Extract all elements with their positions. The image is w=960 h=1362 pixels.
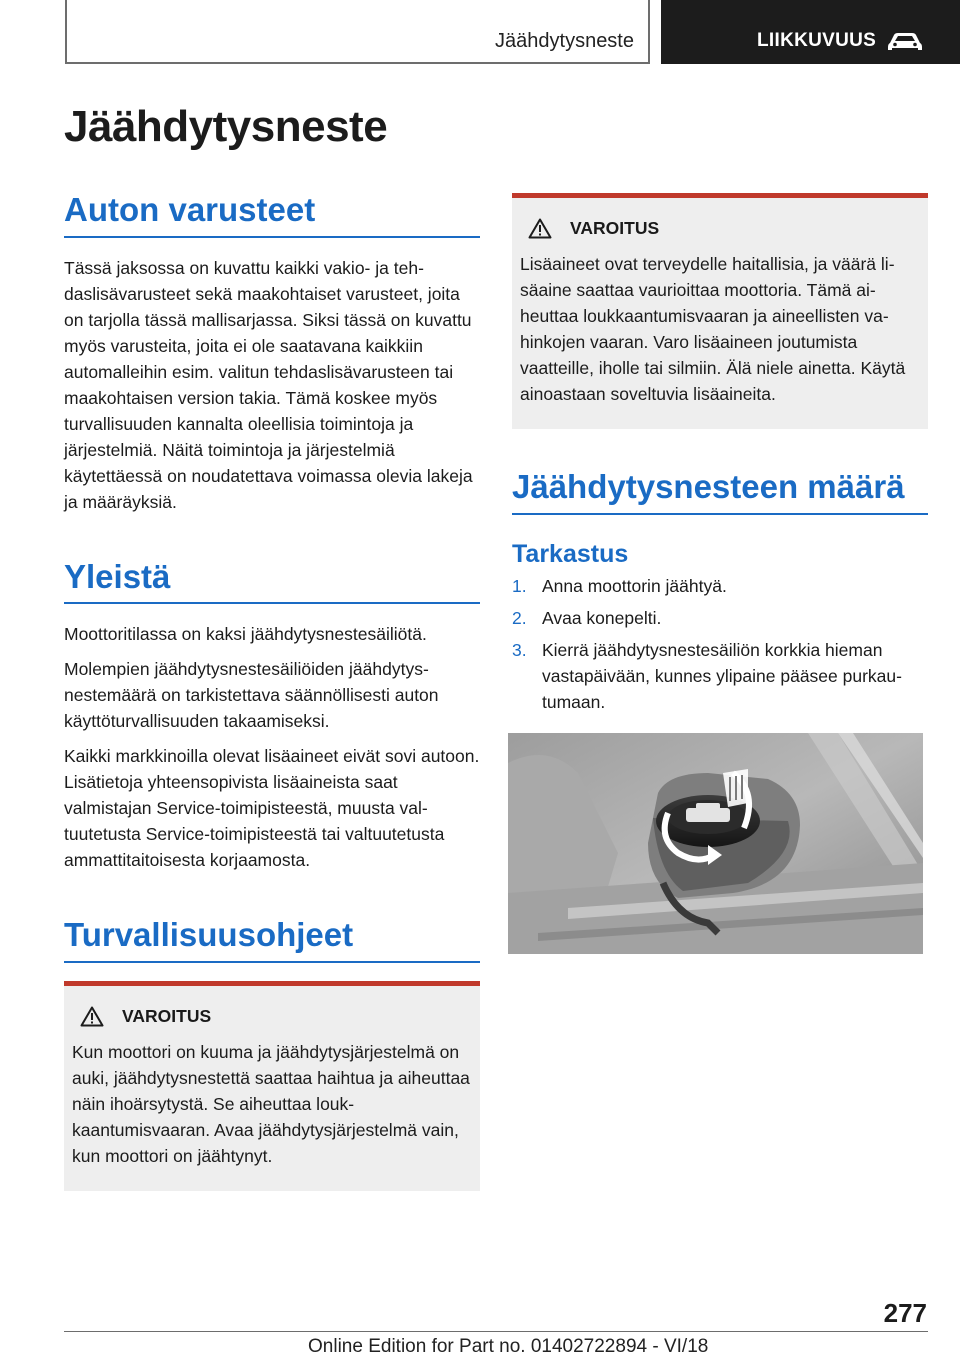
heading-equipment: Auton varusteet (64, 190, 480, 238)
step-text: Anna moottorin jäähtyä. (542, 575, 727, 596)
warning-triangle-icon (80, 1006, 104, 1027)
warning-box-hot-engine (64, 981, 480, 1191)
heading-check: Tarkastus (512, 539, 629, 568)
heading-coolant-amount: Jäähdytysnesteen määrä (512, 467, 928, 515)
heading-general: Yleistä (64, 557, 480, 605)
step-text: Avaa konepelti. (542, 607, 662, 628)
page-number: 277 (883, 1298, 927, 1328)
warning-header (72, 1006, 472, 1027)
list-item (512, 605, 928, 631)
page-title: Jäähdytysneste (64, 102, 388, 151)
warning-box-additives (512, 193, 928, 429)
coolant-reservoir-image (508, 733, 923, 954)
general-paragraph-3: Kaikki markkinoilla olevat lisäaineet eivät sovi autoon. Lisätietoja yhteensopivista lisäaineista saat valmistajan Service-toimipisteestä, muusta valtuutetusta Service-toimipisteestä tai valtuutetusta ammattitaitoisesta korjaamosta. (64, 746, 480, 871)
list-item (512, 637, 928, 715)
step-number: 3. (512, 639, 527, 660)
list-item (512, 573, 928, 599)
warning-triangle-icon (528, 218, 552, 239)
warning-header (520, 218, 920, 239)
warning-text: Kun moottori on kuuma ja jäähdytysjärjestelmä on auki, jäähdytysnestettä saattaa haihtua ja aiheuttaa näin ihoärsytystä. Se aiheuttaa loukkaantumisvaaran. Avaa jäähdytysjärjestelmä vain, kun moottori on jäähtynyt. (72, 1041, 470, 1166)
left-column (64, 190, 480, 1191)
section-tab (65, 0, 650, 64)
step-number: 2. (512, 607, 527, 628)
right-column (512, 193, 928, 959)
check-steps-list (512, 573, 928, 715)
car-icon (886, 29, 924, 53)
equipment-text: Tässä jaksossa on kuvattu kaikki vakio- ja tehdaslisävarusteet sekä maakohtaiset varusteet, joita on tarjolla tässä mallisarjassa. Siksi tässä on kuvattu myös varusteita, joita ei ole saatavana kaikkiin automalleihin esim. valitun tehdaslisävarusteen tai maakohtaisen version takia. Tämä koskee myös turvallisuuden kannalta oleellisia toimintoja ja järjestelmiä. Näitä toimintoja ja järjestelmiä käytettäessä on noudatettava voimassa olevia lakeja ja määräyksiä. (64, 257, 473, 512)
chapter-label: LIIKKUVUUS (757, 30, 877, 51)
footer-divider (64, 1331, 928, 1332)
edition-footer: Online Edition for Part no. 01402722894 - VI/18 (308, 1336, 709, 1357)
warning-title: VAROITUS (570, 218, 660, 238)
step-number: 1. (512, 575, 527, 596)
section-tab-label: Jäähdytysneste (495, 30, 634, 52)
heading-safety: Turvallisuusohjeet (64, 915, 480, 963)
step-text: Kierrä jäähdytysnestesäiliön korkkia hieman vastapäivään, kunnes ylipaine pääsee purkautumaan. (542, 639, 902, 712)
warning-title: VAROITUS (122, 1005, 212, 1026)
general-paragraph-1: Moottoritilassa on kaksi jäähdytysnestesäiliötä. (64, 624, 427, 645)
general-paragraph-2: Molempien jäähdytysnestesäiliöiden jäähdytysnestemäärä on tarkistettava säännöllisesti auton käyttöturvallisuuden takaamiseksi. (64, 659, 439, 732)
warning-text: Lisäaineet ovat terveydelle haitallisia, ja väärä lisäaine saattaa vaurioittaa moottoria. Tämä aiheuttaa loukkaantumisvaaran ja aineellisten vahinkojen vaaran. Varo lisäaineen joutumista vaatteille, iholle tai silmiin. Älä niele ainetta. Käytä ainoastaan soveltuvia lisäaineita. (520, 254, 906, 404)
